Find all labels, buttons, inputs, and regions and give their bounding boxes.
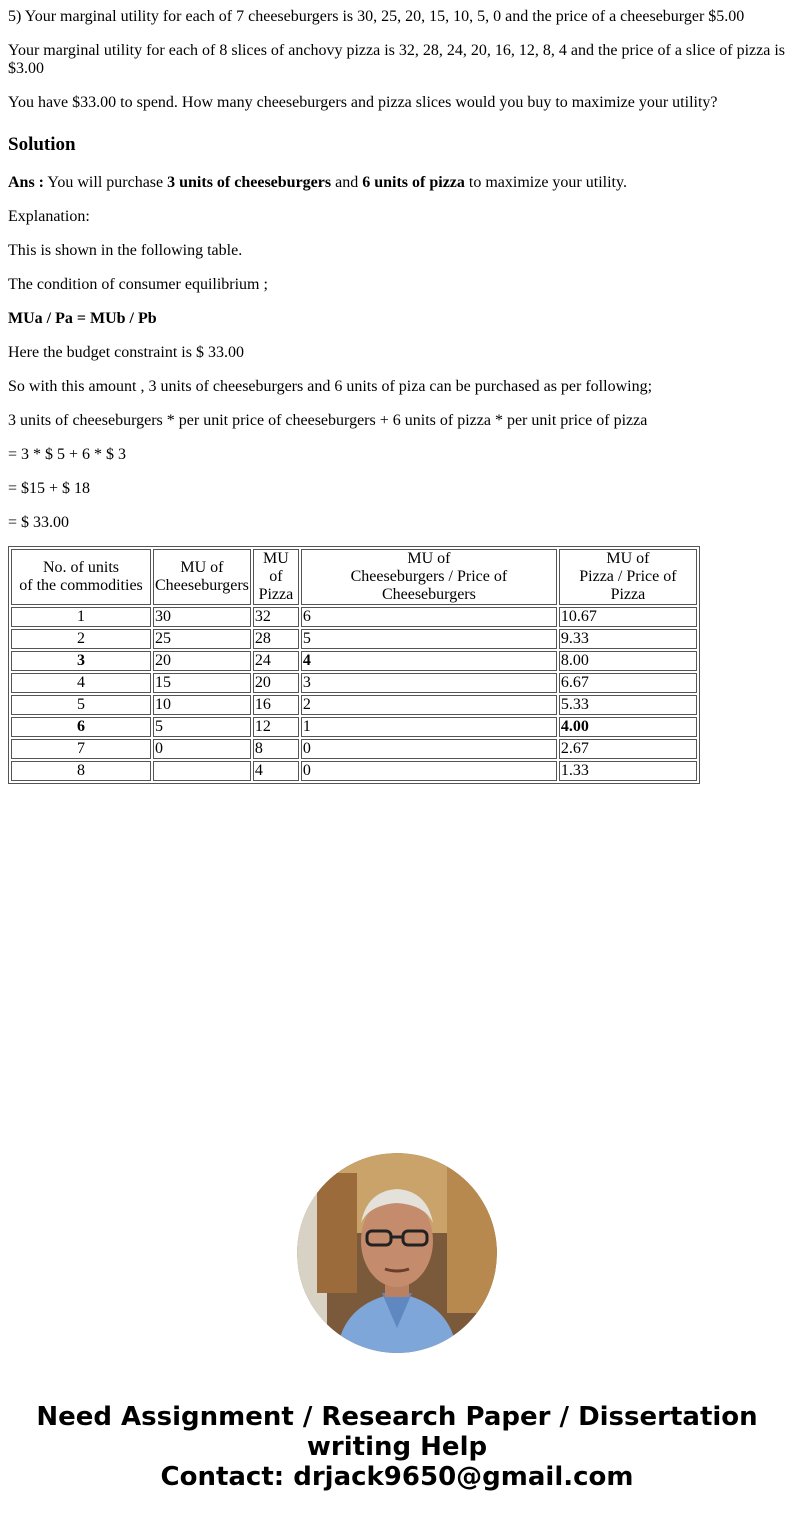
units-cell: 6 — [11, 717, 151, 737]
units-cell: 1 — [11, 607, 151, 627]
table-row — [11, 629, 697, 649]
mu-cheeseburgers-cell: 10 — [153, 695, 251, 715]
mu-pizza-cell: 32 — [253, 607, 299, 627]
promo-line-1: Need Assignment / Research Paper / Dissertation — [36, 1402, 758, 1432]
document-body — [8, 0, 788, 784]
mu-cheeseburgers-cell: 30 — [153, 607, 251, 627]
equilibrium-formula — [8, 310, 788, 328]
ratio-pizza-cell: 9.33 — [559, 629, 697, 649]
table-header-row — [11, 549, 697, 605]
question-line-1: 5) Your marginal utility for each of 7 cheeseburgers is 30, 25, 20, 15, 10, 5, 0 and the price of a cheeseburger $5.00 — [8, 8, 745, 25]
units-cell: 8 — [11, 761, 151, 781]
promo-contact: Contact: drjack9650@gmail.com — [160, 1462, 634, 1492]
ratio-cheeseburgers-cell: 0 — [301, 739, 557, 759]
header-ratio-cheeseburgers: MU of Cheeseburgers / Price of Cheeseburgers — [301, 549, 557, 605]
table-row — [11, 717, 697, 737]
shown-in-table-text: This is shown in the following table. — [8, 242, 243, 259]
mu-cheeseburgers-cell: 15 — [153, 673, 251, 693]
ratio-pizza-cell: 6.67 — [559, 673, 697, 693]
header-units: No. of units of the commodities — [11, 549, 151, 605]
ratio-pizza-cell: 4.00 — [559, 717, 697, 737]
ratio-cheeseburgers-cell: 1 — [301, 717, 557, 737]
solution-heading: Solution — [8, 134, 76, 155]
answer-text-1: You will purchase — [44, 174, 168, 191]
ratio-cheeseburgers-cell: 6 — [301, 607, 557, 627]
answer-text-3: to maximize your utility. — [464, 174, 627, 191]
mu-pizza-cell: 16 — [253, 695, 299, 715]
mu-pizza-cell: 8 — [253, 739, 299, 759]
ratio-cheeseburgers-cell: 4 — [301, 651, 557, 671]
ratio-pizza-cell: 10.67 — [559, 607, 697, 627]
mu-cheeseburgers-cell: 25 — [153, 629, 251, 649]
question-line-3: You have $33.00 to spend. How many cheeseburgers and pizza slices would you buy to maximize your utility? — [8, 94, 718, 111]
ratio-cheeseburgers-cell: 0 — [301, 761, 557, 781]
table-row — [11, 607, 697, 627]
mu-cheeseburgers-cell: 0 — [153, 739, 251, 759]
header-mu-cheeseburgers: MU of Cheeseburgers — [153, 549, 251, 605]
ratio-pizza-cell: 8.00 — [559, 651, 697, 671]
calculation-text: 3 units of cheeseburgers * per unit price of cheeseburgers + 6 units of pizza * per unit price of pizza — [8, 412, 648, 429]
author-photo — [297, 1153, 497, 1353]
mu-pizza-cell: 28 — [253, 629, 299, 649]
ratio-pizza-cell: 1.33 — [559, 761, 697, 781]
ratio-cheeseburgers-cell: 2 — [301, 695, 557, 715]
equilibrium-formula-text: MUa / Pa = MUb / Pb — [8, 310, 157, 327]
header-mu-pizza: MU of Pizza — [253, 549, 299, 605]
units-cell: 4 — [11, 673, 151, 693]
equilibrium-condition-text: The condition of consumer equilibrium ; — [8, 276, 268, 293]
mu-cheeseburgers-cell: 20 — [153, 651, 251, 671]
header-ratio-pizza: MU of Pizza / Price of Pizza — [559, 549, 697, 605]
answer-pizza-count: 6 units of pizza — [362, 174, 465, 191]
promo-line-2: writing Help — [306, 1432, 488, 1462]
calculation-step-3: = $ 33.00 — [8, 514, 70, 531]
units-cell: 2 — [11, 629, 151, 649]
table-row — [11, 761, 697, 781]
table-row — [11, 695, 697, 715]
marginal-utility-table — [8, 546, 700, 784]
answer-cheeseburger-count: 3 units of cheeseburgers — [167, 174, 332, 191]
mu-pizza-cell: 24 — [253, 651, 299, 671]
calculation-step-2: = $15 + $ 18 — [8, 480, 91, 497]
units-cell: 7 — [11, 739, 151, 759]
mu-pizza-cell: 20 — [253, 673, 299, 693]
answer-text-2: and — [331, 174, 363, 191]
ratio-cheeseburgers-cell: 5 — [301, 629, 557, 649]
question-line-2: Your marginal utility for each of 8 slices of anchovy pizza is 32, 28, 24, 20, 16, 12, 8, 4 and the price of a slice of pizza is $3.00 — [8, 42, 785, 77]
table-row — [11, 673, 697, 693]
ratio-pizza-cell: 5.33 — [559, 695, 697, 715]
units-cell: 5 — [11, 695, 151, 715]
budget-text: Here the budget constraint is $ 33.00 — [8, 344, 244, 361]
promo-footer — [0, 1402, 794, 1492]
table-row — [11, 651, 697, 671]
units-cell: 3 — [11, 651, 151, 671]
mu-pizza-cell: 4 — [253, 761, 299, 781]
explanation-label: Explanation: — [8, 208, 90, 225]
ratio-cheeseburgers-cell: 3 — [301, 673, 557, 693]
calculation-step-1: = 3 * $ 5 + 6 * $ 3 — [8, 446, 127, 463]
mu-cheeseburgers-cell: 5 — [153, 717, 251, 737]
answer-label: Ans : — [8, 174, 45, 191]
ratio-pizza-cell: 2.67 — [559, 739, 697, 759]
table-row — [11, 739, 697, 759]
mu-pizza-cell: 12 — [253, 717, 299, 737]
purchase-text: So with this amount , 3 units of cheeseburgers and 6 units of piza can be purchased as per following; — [8, 378, 653, 395]
answer-paragraph — [8, 174, 788, 192]
mu-cheeseburgers-cell — [153, 761, 251, 781]
portrait-image — [297, 1153, 497, 1353]
